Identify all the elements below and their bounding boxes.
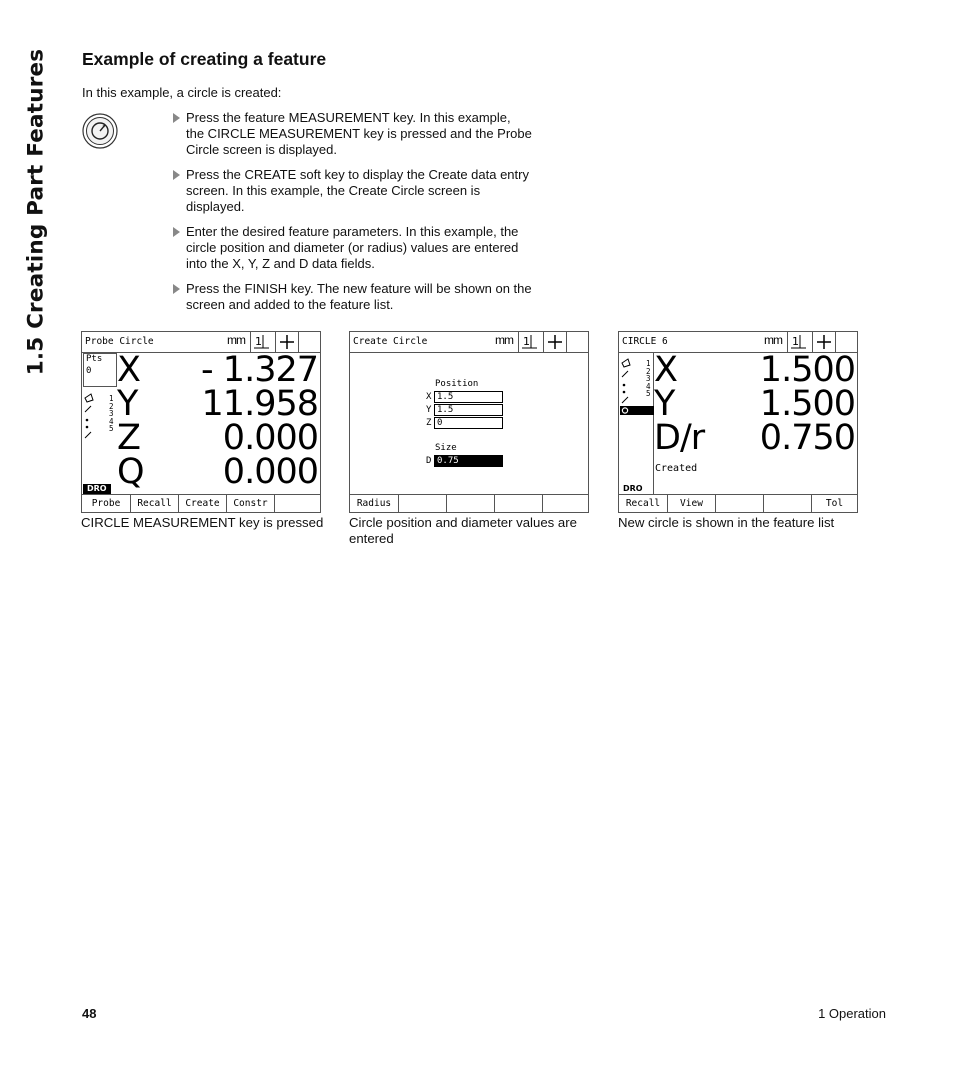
field-label-y: Y	[426, 405, 432, 415]
footer-section: 1 Operation	[818, 1006, 886, 1021]
dro-label: DRO	[623, 484, 643, 493]
softkey-constr[interactable]: Constr	[227, 495, 275, 512]
softkey-empty[interactable]	[399, 495, 447, 512]
softkey-bar	[350, 494, 588, 512]
softkey-create[interactable]: Create	[179, 495, 227, 512]
side-tab	[14, 48, 58, 376]
bullet-triangle-icon	[173, 284, 180, 294]
softkey-bar	[619, 494, 857, 512]
d-field[interactable]: 0.75	[434, 455, 503, 467]
units-indicator: mm	[495, 333, 513, 347]
step-item	[172, 167, 532, 215]
step-text: Press the FINISH key. The new feature will be shown on the screen and added to the feature list.	[186, 281, 532, 312]
probe-circle-screen	[81, 331, 321, 513]
caption-screen3: New circle is shown in the feature list	[618, 515, 835, 530]
circle-measurement-key-icon	[82, 113, 118, 149]
axis-label-d: D/r	[654, 418, 705, 458]
softkey-recall[interactable]: Recall	[619, 495, 668, 512]
axis-value-q: 0.000	[222, 452, 318, 492]
steps-list	[172, 110, 532, 322]
step-text: Enter the desired feature parameters. In this example, the circle position and diameter (or radius) values are entered into the X, Y, Z and D data fields.	[186, 224, 519, 271]
bullet-triangle-icon	[173, 227, 180, 237]
status-text: Created	[655, 463, 698, 474]
x-field[interactable]: 1.5	[434, 391, 503, 403]
caption-screen2: Circle position and diameter values are entered	[349, 515, 577, 546]
dro-badge: DRO	[83, 484, 111, 494]
points-box	[83, 353, 117, 387]
points-value: 0	[86, 366, 92, 376]
crosshair-icon	[275, 332, 298, 352]
circle-6-screen	[618, 331, 858, 513]
screen-title: Create Circle	[353, 336, 428, 347]
units-indicator: mm	[764, 333, 782, 347]
axis-value-y: 1.500	[759, 384, 855, 424]
softkey-empty[interactable]	[764, 495, 812, 512]
softkey-empty[interactable]	[543, 495, 588, 512]
svg-text:1: 1	[255, 335, 262, 348]
svg-text:1: 1	[792, 335, 799, 348]
position-label: Position	[435, 379, 479, 389]
step-item	[172, 224, 532, 272]
softkey-empty[interactable]	[447, 495, 495, 512]
axis-value-z: 0.000	[222, 418, 318, 458]
points-label: Pts	[86, 354, 103, 364]
step-item	[172, 281, 532, 313]
softkey-bar	[82, 494, 320, 512]
caption-screen1: CIRCLE MEASUREMENT key is pressed	[81, 515, 324, 530]
side-tab-label: 1.5 Creating Part Features	[23, 48, 49, 376]
datum-icon	[250, 332, 275, 352]
softkey-empty[interactable]	[495, 495, 543, 512]
screen-header	[350, 332, 588, 353]
list-numbers: 1 2 3 4 5	[109, 394, 114, 433]
axis-label-y: Y	[654, 384, 675, 424]
datum-icon	[787, 332, 812, 352]
softkey-view[interactable]: View	[668, 495, 716, 512]
axis-label-q: Q	[117, 452, 144, 492]
softkey-tol[interactable]: Tol	[825, 498, 844, 509]
softkey-probe[interactable]: Probe	[82, 495, 131, 512]
intro-text: In this example, a circle is created:	[82, 85, 282, 100]
axis-label-x: X	[654, 350, 677, 390]
create-circle-screen	[349, 331, 589, 513]
units-indicator: mm	[227, 333, 245, 347]
softkey-radius[interactable]: Radius	[350, 495, 399, 512]
y-field[interactable]: 1.5	[434, 404, 503, 416]
crosshair-icon	[543, 332, 566, 352]
axis-value-x: 1.500	[759, 350, 855, 390]
screen-title: CIRCLE 6	[622, 336, 668, 347]
field-label-d: D	[426, 456, 432, 466]
step-item	[172, 110, 532, 158]
softkey-recall[interactable]: Recall	[131, 495, 179, 512]
size-label: Size	[435, 443, 457, 453]
axis-label-z: Z	[117, 418, 140, 458]
softkey-empty[interactable]	[275, 495, 320, 512]
datum-icon	[518, 332, 543, 352]
bullet-triangle-icon	[173, 113, 180, 123]
svg-text:1: 1	[523, 335, 530, 348]
step-text: Press the feature MEASUREMENT key. In this example, the CIRCLE MEASUREMENT key is pressed and the Probe Circle screen is displayed.	[186, 110, 532, 157]
field-label-x: X	[426, 392, 432, 402]
screen-title: Probe Circle	[85, 336, 154, 347]
axis-value-x: - 1.327	[201, 350, 318, 390]
z-field[interactable]: 0	[434, 417, 503, 429]
softkey-empty[interactable]	[716, 495, 764, 512]
page-number: 48	[82, 1006, 97, 1021]
crosshair-icon	[812, 332, 835, 352]
section-heading: Example of creating a feature	[82, 49, 327, 69]
axis-label-y: Y	[117, 384, 138, 424]
list-numbers: 1 2 3 4 5 6	[646, 359, 651, 408]
step-text: Press the CREATE soft key to display the Create data entry screen. In this example, the Create Circle screen is displayed.	[186, 167, 529, 214]
axis-value-y: 11.958	[201, 384, 318, 424]
axis-value-d: 0.750	[759, 418, 855, 458]
field-label-z: Z	[426, 418, 432, 428]
axis-label-x: X	[117, 350, 140, 390]
bullet-triangle-icon	[173, 170, 180, 180]
